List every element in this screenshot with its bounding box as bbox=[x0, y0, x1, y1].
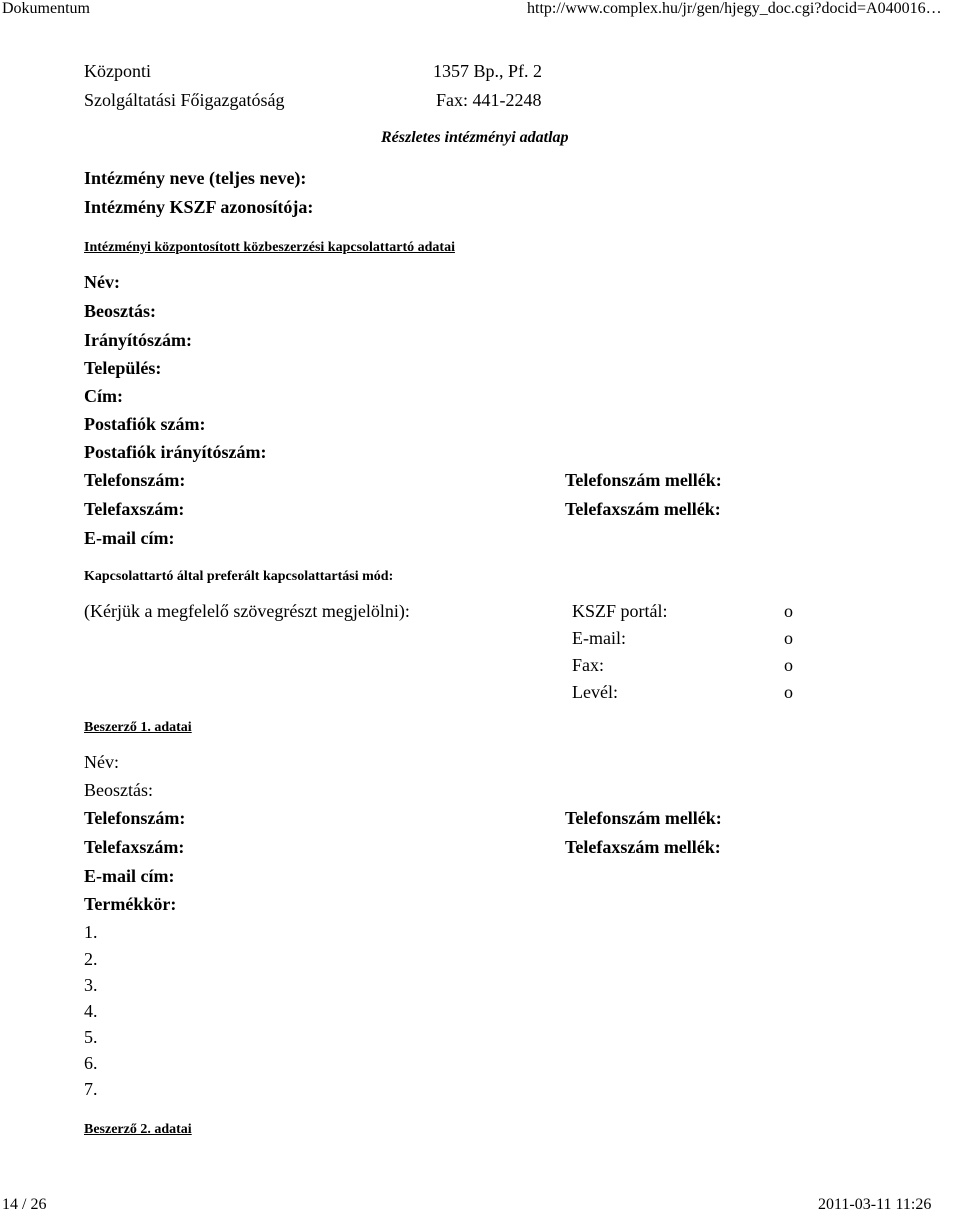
contact-fax-ext-label: Telefaxszám mellék: bbox=[565, 499, 721, 519]
page-subtitle: Részletes intézményi adatlap bbox=[381, 129, 569, 146]
contact-fax-label: Telefaxszám: bbox=[84, 499, 185, 519]
contact-pobox-zip-label: Postafiók irányítószám: bbox=[84, 442, 267, 462]
contact-pobox-label: Postafiók szám: bbox=[84, 414, 206, 434]
product-number: 2. bbox=[84, 949, 98, 969]
product-number: 7. bbox=[84, 1079, 98, 1099]
contact-email-label: E-mail cím: bbox=[84, 528, 175, 548]
org-address: 1357 Bp., Pf. 2 bbox=[433, 61, 543, 81]
contact-address-label: Cím: bbox=[84, 386, 123, 406]
option-portal-label: KSZF portál: bbox=[572, 601, 668, 621]
preferred-contact-heading: Kapcsolattartó által preferált kapcsolattartási mód: bbox=[84, 569, 394, 584]
buyer2-heading: Beszerző 2. adatai bbox=[84, 1122, 192, 1137]
option-fax-checkbox[interactable]: o bbox=[784, 655, 793, 675]
option-letter-label: Levél: bbox=[572, 682, 618, 702]
contact-city-label: Település: bbox=[84, 358, 162, 378]
option-email-checkbox[interactable]: o bbox=[784, 628, 793, 648]
option-email-label: E-mail: bbox=[572, 628, 626, 648]
contact-section-heading: Intézményi központosított közbeszerzési kapcsolattartó adatai bbox=[84, 240, 455, 255]
buyer1-email-label: E-mail cím: bbox=[84, 866, 175, 886]
product-number: 6. bbox=[84, 1053, 98, 1073]
buyer1-phone-label: Telefonszám: bbox=[84, 808, 186, 828]
buyer1-products-label: Termékkör: bbox=[84, 894, 177, 914]
buyer1-phone-ext-label: Telefonszám mellék: bbox=[565, 808, 722, 828]
institution-name-label: Intézmény neve (teljes neve): bbox=[84, 168, 307, 188]
document-title: Dokumentum bbox=[2, 0, 90, 17]
page-counter: 14 / 26 bbox=[2, 1196, 47, 1213]
product-number: 5. bbox=[84, 1027, 98, 1047]
contact-name-label: Név: bbox=[84, 272, 120, 292]
buyer1-fax-label: Telefaxszám: bbox=[84, 837, 185, 857]
contact-zip-label: Irányítószám: bbox=[84, 330, 192, 350]
document-url: http://www.complex.hu/jr/gen/hjegy_doc.cgi?docid=A040016… bbox=[527, 0, 942, 17]
option-fax-label: Fax: bbox=[572, 655, 605, 675]
product-number: 4. bbox=[84, 1001, 98, 1021]
product-number: 1. bbox=[84, 922, 98, 942]
preferred-contact-instruction: (Kérjük a megfelelő szövegrészt megjelölni): bbox=[84, 601, 410, 621]
org-line-2: Szolgáltatási Főigazgatóság bbox=[84, 90, 285, 110]
org-fax: Fax: 441-2248 bbox=[436, 90, 542, 110]
buyer1-position-label: Beosztás: bbox=[84, 780, 153, 800]
contact-phone-ext-label: Telefonszám mellék: bbox=[565, 470, 722, 490]
org-line-1: Központi bbox=[84, 61, 151, 81]
product-number: 3. bbox=[84, 975, 98, 995]
contact-phone-label: Telefonszám: bbox=[84, 470, 186, 490]
buyer1-name-label: Név: bbox=[84, 752, 119, 772]
option-portal-checkbox[interactable]: o bbox=[784, 601, 793, 621]
print-timestamp: 2011-03-11 11:26 bbox=[818, 1196, 932, 1213]
contact-position-label: Beosztás: bbox=[84, 301, 156, 321]
buyer1-fax-ext-label: Telefaxszám mellék: bbox=[565, 837, 721, 857]
buyer1-heading: Beszerző 1. adatai bbox=[84, 720, 192, 735]
option-letter-checkbox[interactable]: o bbox=[784, 682, 793, 702]
institution-id-label: Intézmény KSZF azonosítója: bbox=[84, 197, 314, 217]
